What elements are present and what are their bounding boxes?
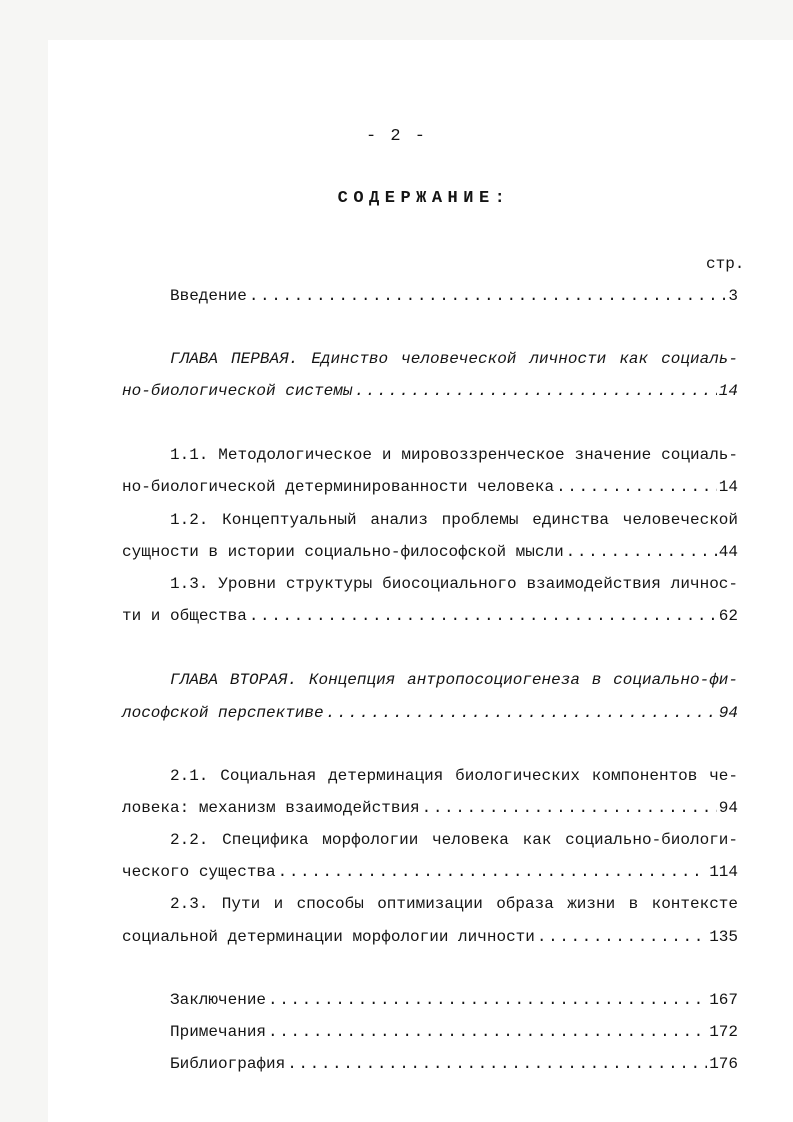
leader-dots [566,539,717,565]
toc-label: ти и общества [122,607,247,625]
toc-label: Библиография [170,1055,286,1073]
toc-page: 114 [709,863,738,881]
toc-page: 44 [718,543,738,561]
toc-entry-section-1-1 [122,474,738,500]
toc-entry-intro [170,283,738,309]
leader-dots [268,987,707,1013]
toc-entry-section-1-3 [122,603,738,629]
toc-entry-section-2-2 [122,859,738,885]
toc-entry-notes [170,1019,738,1045]
leader-dots [537,924,707,950]
toc-label: Примечания [170,1023,267,1041]
section-1-3-line1: 1.3. Уровни структуры биосоциального взаимодействия личнос- [170,575,738,593]
toc-page: 14 [718,382,738,400]
leader-dots [556,474,717,500]
section-1-2-line1: 1.2. Концептуальный анализ проблемы единства человеческой [170,511,738,529]
leader-dots [422,795,717,821]
toc-label: но-биологической детерминированности человека [122,478,555,496]
page-column-label: стр. [706,255,745,273]
toc-page: 135 [709,928,738,946]
section-2-1-line1: 2.1. Социальная детерминация биологических компонентов че- [170,767,738,785]
leader-dots [268,1019,707,1045]
toc-entry-bibliography [170,1051,738,1077]
toc-entry-section-2-3 [122,924,738,950]
toc-page: 94 [718,704,738,722]
leader-dots [354,378,716,404]
page-number: - 2 - [365,127,427,146]
leader-dots [249,283,727,309]
toc-page: 94 [718,799,738,817]
toc-label: Заключение [170,991,267,1009]
toc-label: ловека: механизм взаимодействия [122,799,420,817]
toc-entry-chapter2 [122,700,738,726]
toc-label: но-биологической системы [122,382,353,400]
leader-dots [326,700,717,726]
chapter1-line1: ГЛАВА ПЕРВАЯ. Единство человеческой личности как социаль- [170,350,738,368]
section-2-3-line1: 2.3. Пути и способы оптимизации образа жизни в контексте [170,895,738,913]
toc-entry-section-1-2 [122,539,738,565]
section-2-2-line1: 2.2. Специфика морфологии человека как социально-биологи- [170,831,738,849]
toc-label: лософской перспективе [122,704,324,722]
toc-page: 167 [709,991,738,1009]
section-1-1-line1: 1.1. Методологическое и мировоззренческое значение социаль- [170,446,738,464]
toc-page: 14 [718,478,738,496]
toc-entry-conclusion [170,987,738,1013]
contents-title: СОДЕРЖАНИЕ: [337,189,511,208]
toc-page: 62 [718,607,738,625]
leader-dots [249,603,717,629]
toc-page: 3 [728,287,738,305]
toc-page: 176 [709,1055,738,1073]
toc-page: 172 [709,1023,738,1041]
toc-label: социальной детерминации морфологии личности [122,928,535,946]
toc-label: ческого существа [122,863,276,881]
toc-entry-section-2-1 [122,795,738,821]
leader-dots [278,859,708,885]
toc-entry-chapter1 [122,378,738,404]
leader-dots [287,1051,707,1077]
toc-label: сущности в истории социально-философской мысли [122,543,564,561]
toc-label: Введение [170,287,247,305]
chapter2-line1: ГЛАВА ВТОРАЯ. Концепция антропосоциогенеза в социально-фи- [170,671,738,689]
